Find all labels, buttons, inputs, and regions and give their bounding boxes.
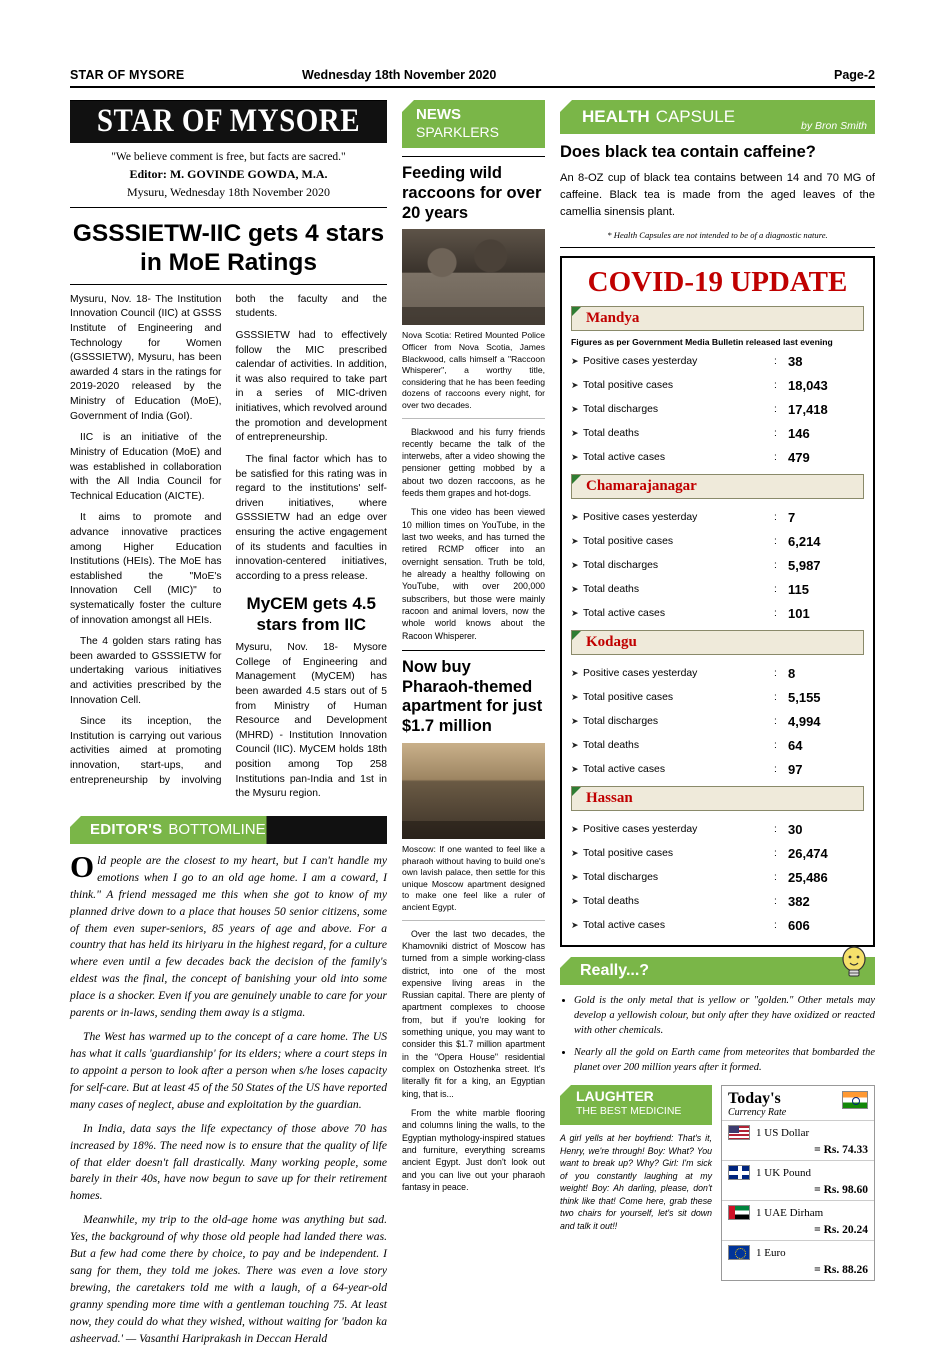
currency-row xyxy=(722,1240,874,1264)
editorial-banner-bold: EDITOR'S xyxy=(90,821,163,839)
covid-row xyxy=(571,450,864,465)
story1-headline: Feeding wild raccoons for over 20 years xyxy=(402,156,545,223)
arrow-icon: ➤ xyxy=(571,764,579,775)
story2-headline: Now buy Pharaoh-themed apartment for just $1.7 million xyxy=(402,650,545,737)
covid-row-value: 18,043 xyxy=(788,378,828,394)
covid-district-name: Kodagu xyxy=(586,634,637,651)
covid-row-label: Total active cases xyxy=(583,764,666,776)
arrow-icon: ➤ xyxy=(571,404,579,415)
header-date: Wednesday 18th November 2020 xyxy=(302,68,497,82)
covid-colon: : xyxy=(774,608,777,620)
editorial-paragraph xyxy=(70,1212,387,1347)
covid-colon: : xyxy=(774,452,777,464)
covid-row xyxy=(571,426,864,441)
photo-shade xyxy=(402,307,545,325)
lead-story-body xyxy=(70,293,387,802)
covid-row xyxy=(571,582,864,597)
masthead-logo-text: STAR OF MYSORE xyxy=(96,103,361,139)
uk-flag-icon xyxy=(728,1165,750,1180)
header-paper-name: STAR OF MYSORE xyxy=(70,68,185,82)
covid-row-value: 97 xyxy=(788,762,803,778)
covid-row-value: 6,214 xyxy=(788,534,821,550)
currency-row xyxy=(722,1120,874,1144)
covid-row-label: Total positive cases xyxy=(583,692,674,704)
editorial-paragraph xyxy=(70,1121,387,1206)
covid-row xyxy=(571,762,864,777)
health-question: Does black tea contain caffeine? xyxy=(560,143,816,161)
currency-name: 1 UK Pound xyxy=(756,1166,812,1179)
editorial-banner-light: BOTTOMLINE xyxy=(168,821,266,839)
laughter-banner-line2: THE BEST MEDICINE xyxy=(576,1104,682,1117)
covid-row-label: Total positive cases xyxy=(583,848,674,860)
arrow-icon: ➤ xyxy=(571,668,579,679)
arrow-icon: ➤ xyxy=(571,608,579,619)
corner-fold-icon xyxy=(572,475,581,484)
laughter-banner xyxy=(560,1085,712,1125)
story1-body xyxy=(402,426,545,642)
covid-row-label: Positive cases yesterday xyxy=(583,824,698,836)
covid-row xyxy=(571,714,864,729)
editorial-paragraph-text: The West has warmed up to the concept of a care home. The US has what it calls 'guardianship' for its elders; where a court steps in to appoint a person to look after a person when s/he loses capacity for self-care. But at least 45 of the 50 States of the US have reported many cases of neglect, abuse and exploitation by the guardian. xyxy=(70,1030,387,1111)
corner-fold-icon xyxy=(70,816,81,827)
covid-update-box xyxy=(560,256,875,947)
covid-district-header xyxy=(571,474,864,499)
covid-row-label: Positive cases yesterday xyxy=(583,356,698,368)
corner-fold-icon xyxy=(560,957,571,968)
sub-story-paragraph: Mysuru, Nov. 18- Mysore College of Engineering and Management (MyCEM) has been awarded 4.5 stars out of 5 from Ministry of Human Resource and Development (MHRD) - Institution Innovation Council (IIC). MyCEM holds 18th position among Top 258 Institutions pan-India and 1st in the Mysuru region. xyxy=(235,642,387,800)
covid-colon: : xyxy=(774,692,777,704)
news-banner-line1: NEWS xyxy=(416,106,461,123)
lead-headline-line1: GSSSIETW-IIC gets 4 stars xyxy=(72,220,385,247)
corner-fold-icon xyxy=(402,100,414,112)
masthead-tagline: "We believe comment is free, but facts are sacred." xyxy=(111,151,346,163)
covid-colon: : xyxy=(774,428,777,440)
arrow-icon: ➤ xyxy=(571,716,579,727)
health-byline: by Bron Smith xyxy=(801,120,867,132)
arrow-icon: ➤ xyxy=(571,560,579,571)
header-page-number: Page-2 xyxy=(833,68,875,82)
editorial-paragraph xyxy=(70,1029,387,1114)
story1-paragraph: This one video has been viewed 10 million times on YouTube, in the last two weeks, and has turned the retired RCMP officer into an overnight sensation. Truth be told, he already a healthy following on YouTube, with over 200,000 subscribers, but those were mainly racoon and animal lovers, now the whole world knows about the Racoon Whisperer. xyxy=(402,507,545,641)
health-capsule-banner xyxy=(560,100,875,134)
lead-paragraph: Mysuru, Nov. 18- The Institution Innovation Council (IIC) at GSSS Institute of Engineering and Technology for Women (GSSSIETW), Mysuru, has been awarded 4 stars in the ratings for 2019-2020 released by the Ministry of Education (MoE), Government of India (GoI). xyxy=(70,293,222,422)
currency-subtitle: Currency Rate xyxy=(728,1107,787,1119)
covid-row xyxy=(571,666,864,681)
editorial-paragraph-text: ld people are the closest to my heart, but I can't handle my emotions when I go to an old age home. I am a coward, I think." A friend messaged me this when she got to know of my planned drive down to a place that houses 50 senior citizens, some of them even super-seniors, 85 years of age and above. For a country that has held its hiriyaru in the highest regard, for a culture where even until a few decades back the decision of the family's eldest was the final, the concept of banishing your old into some place is a shocker. Even if you are genuinely unable to care for your parents or in-laws, sending them away is a stigma. xyxy=(70,853,387,1020)
sub-headline xyxy=(236,594,388,635)
headline-divider xyxy=(70,284,387,285)
story1-caption: Nova Scotia: Retired Mounted Police Officer from Nova Scotia, James Blackwood, calls himself a "Raccoon Whisperer", a worthy title, considering that he has been feeding dozens of raccoons every night, for over two decades. xyxy=(402,330,545,418)
corner-fold-icon xyxy=(572,631,581,640)
covid-colon: : xyxy=(774,824,777,836)
really-banner-label: Really...? xyxy=(580,962,650,980)
editorial-paragraph-text: Meanwhile, my trip to the old-age home was anything but sad. Yes, the background of why those old people had landed there was. But a few had come there by choice, to pay and be independent. I sang for them, they told me jokes. There was even a love story brewing, the caretakers told me with a laugh, of a 64-year-old granny spending more time with a gentleman touching 75. At least now, they could do what they wished, without waiting for 'badon ka asheervad.' — Vasanthi Hariprakash in Deccan Herald xyxy=(70,1213,387,1345)
laughter-banner-line1: LAUGHTER xyxy=(576,1088,654,1105)
masthead-logo xyxy=(70,100,387,143)
really-banner xyxy=(560,957,875,985)
editorial-banner xyxy=(70,816,387,844)
page-header xyxy=(70,68,875,88)
eu-flag-icon xyxy=(728,1245,750,1260)
arrow-icon: ➤ xyxy=(571,896,579,907)
covid-row-label: Total discharges xyxy=(583,560,659,572)
story2-body xyxy=(402,928,545,1194)
editorial-paragraph xyxy=(70,848,387,1022)
health-disclaimer: * Health Capsules are not intended to be of a diagnostic nature. xyxy=(560,230,875,248)
sub-headline-line2: stars from IIC xyxy=(256,614,367,634)
photo-shade xyxy=(402,821,545,839)
arrow-icon: ➤ xyxy=(571,428,579,439)
covid-row-label: Positive cases yesterday xyxy=(583,512,698,524)
covid-row-label: Total discharges xyxy=(583,716,659,728)
covid-district-header xyxy=(571,786,864,811)
currency-name: 1 UAE Dirham xyxy=(756,1206,824,1219)
lead-paragraph: Since its inception, the Institution is carrying out various activities aimed at promoting innovation, start-ups, and entrepreneurship by involving both the faculty and the students. xyxy=(70,293,387,786)
editorial-paragraph-text: In India, data says the life expectancy of those above 70 has increased by 18%. The need now is to ensure that the quality of life of that elder doesn't fall drastically. Many working people, some barely in their 40s, have now begun to save up for their retirement homes. xyxy=(70,1121,387,1203)
covid-row-label: Total active cases xyxy=(583,452,666,464)
currency-value: = Rs. 74.33 xyxy=(814,1144,868,1157)
currency-value: = Rs. 88.26 xyxy=(814,1264,868,1277)
covid-colon: : xyxy=(774,584,777,596)
covid-row-label: Total active cases xyxy=(583,608,666,620)
covid-row-value: 115 xyxy=(788,582,809,598)
health-banner-bold: HEALTH xyxy=(582,107,650,126)
laughter-section xyxy=(560,1085,712,1281)
lead-headline xyxy=(70,220,387,278)
arrow-icon: ➤ xyxy=(571,512,579,523)
news-banner-line2: SPARKLERS xyxy=(416,123,499,140)
currency-value-row xyxy=(722,1184,874,1200)
covid-row-label: Total discharges xyxy=(583,872,659,884)
covid-colon: : xyxy=(774,380,777,392)
us-flag-icon xyxy=(728,1125,750,1140)
covid-row xyxy=(571,378,864,393)
news-sparklers-banner xyxy=(402,100,545,148)
covid-row xyxy=(571,534,864,549)
laughter-joke: A girl yells at her boyfriend: That's it, Henry, we're through! Boy: What? You want to break up? Why? Girl: I'm sick of you constantly laughing at my weight! Boy: Ah darling, please, don't think like that! Come here, grab these two chairs for yourself, let's sit down and talk it out!! xyxy=(560,1133,712,1231)
covid-bulletin-note: Figures as per Government Media Bulletin released last evening xyxy=(571,337,833,348)
lead-paragraph: GSSSIETW had to effectively follow the MIC prescribed calendar of activities. In addition, it was also required to take part in a series of MIC-driven initiatives, which revolved around the promotion and development of entrepreneurship. xyxy=(235,330,387,444)
covid-row-value: 382 xyxy=(788,894,810,910)
covid-row xyxy=(571,354,864,369)
lead-headline-line2: in MoE Ratings xyxy=(140,248,317,276)
sub-headline-line1: MyCEM gets 4.5 xyxy=(246,594,376,614)
arrow-icon: ➤ xyxy=(571,380,579,391)
covid-colon: : xyxy=(774,920,777,932)
covid-title: COVID-19 UPDATE xyxy=(587,266,848,299)
covid-colon: : xyxy=(774,896,777,908)
covid-row xyxy=(571,894,864,909)
covid-colon: : xyxy=(774,740,777,752)
corner-fold-icon xyxy=(560,100,572,112)
currency-row xyxy=(722,1200,874,1224)
covid-colon: : xyxy=(774,764,777,776)
really-fact: • Gold is the only metal that is yellow or "golden." Other metals may develop a yellowish colour, but only after they have oxidized or reacted with other chemicals. xyxy=(574,993,875,1038)
health-banner-light: CAPSULE xyxy=(655,107,736,126)
covid-row-value: 606 xyxy=(788,918,810,934)
arrow-icon: ➤ xyxy=(571,848,579,859)
currency-row xyxy=(722,1160,874,1184)
covid-row-label: Total deaths xyxy=(583,896,640,908)
covid-colon: : xyxy=(774,512,777,524)
currency-value: = Rs. 20.24 xyxy=(814,1224,868,1237)
covid-row-value: 4,994 xyxy=(788,714,821,730)
covid-row-value: 25,486 xyxy=(788,870,828,886)
currency-value-row xyxy=(722,1224,874,1240)
covid-row-value: 30 xyxy=(788,822,803,838)
column-middle xyxy=(402,100,545,1200)
covid-row-label: Total deaths xyxy=(583,740,640,752)
health-answer: An 8-OZ cup of black tea contains between 14 and 70 MG of caffeine. Black tea is made from the aged leaves of the camellia sinensis plant. xyxy=(560,172,875,219)
covid-row-value: 38 xyxy=(788,354,803,370)
arrow-icon: ➤ xyxy=(571,356,579,367)
covid-row-value: 64 xyxy=(788,738,803,754)
raccoon-feeding-photo xyxy=(402,229,545,325)
covid-row-value: 5,155 xyxy=(788,690,821,706)
covid-row xyxy=(571,510,864,525)
story2-caption: Moscow: If one wanted to feel like a pharaoh without having to build one's own lavish palace, then settle for this unique Moscow apartment designed to make one feel like a ruler of ancient Egypt. xyxy=(402,844,545,921)
bottom-section xyxy=(560,1085,875,1281)
covid-row-label: Total positive cases xyxy=(583,380,674,392)
currency-header xyxy=(722,1086,874,1120)
arrow-icon: ➤ xyxy=(571,452,579,463)
covid-row xyxy=(571,690,864,705)
masthead-divider xyxy=(70,207,387,208)
covid-row xyxy=(571,870,864,885)
covid-colon: : xyxy=(774,536,777,548)
covid-district-header xyxy=(571,306,864,331)
covid-colon: : xyxy=(774,872,777,884)
covid-colon: : xyxy=(774,848,777,860)
covid-row-value: 17,418 xyxy=(788,402,828,418)
masthead-place-date: Mysuru, Wednesday 18th November 2020 xyxy=(126,185,331,199)
covid-row-label: Total active cases xyxy=(583,920,666,932)
arrow-icon: ➤ xyxy=(571,920,579,931)
arrow-icon: ➤ xyxy=(571,872,579,883)
column-right xyxy=(560,100,875,1281)
currency-title: Today's xyxy=(728,1090,781,1108)
currency-value-row xyxy=(722,1264,874,1280)
lead-paragraph: IIC is an initiative of the Ministry of Education (MoE) and was established in collaboration with the All India Council for Technical Education (AICTE). xyxy=(70,432,222,502)
covid-row-label: Total deaths xyxy=(583,584,640,596)
covid-row xyxy=(571,738,864,753)
really-fact: • Nearly all the gold on Earth came from meteorites that bombarded the planet over 200 million years after it formed. xyxy=(574,1045,875,1075)
covid-row-label: Total discharges xyxy=(583,404,659,416)
corner-fold-icon xyxy=(572,787,581,796)
covid-row-label: Total deaths xyxy=(583,428,640,440)
currency-rows xyxy=(722,1120,874,1280)
covid-row xyxy=(571,846,864,861)
currency-value-row xyxy=(722,1144,874,1160)
egyptian-apartment-photo xyxy=(402,743,545,839)
covid-row xyxy=(571,558,864,573)
covid-colon: : xyxy=(774,356,777,368)
lead-paragraph: The final factor which has to be satisfied for this rating was in regard to the institutions' self-driven initiatives, where GSSSIETW had an edge over ensuring the active engagement of its students and faculties in innovation-centered initiatives, according to a press release. xyxy=(235,453,387,582)
story2-paragraph: Over the last two decades, the Khamovniki district of Moscow has turned from a simple working-class district, into one of the most expensive living areas in the Russian capital. There are plenty of apartment complexes to choose from, but if you're looking for something unique, you may want to consider this $1.7 million apartment in the "Opera House" residential complex on Ostozhenka street. It's literally fit for a king, an Egyptian king, that is... xyxy=(402,928,545,1099)
covid-row xyxy=(571,822,864,837)
editorial-body xyxy=(70,848,387,1348)
covid-colon: : xyxy=(774,404,777,416)
covid-row-value: 5,987 xyxy=(788,558,821,574)
currency-name: 1 Euro xyxy=(756,1246,786,1259)
covid-row-value: 146 xyxy=(788,426,810,442)
arrow-icon: ➤ xyxy=(571,692,579,703)
covid-row-value: 479 xyxy=(788,450,810,466)
covid-row-label: Positive cases yesterday xyxy=(583,668,698,680)
corner-fold-icon xyxy=(572,307,581,316)
corner-fold-icon xyxy=(560,1085,571,1096)
covid-row xyxy=(571,918,864,933)
covid-district-header xyxy=(571,630,864,655)
covid-district-name: Hassan xyxy=(586,790,633,807)
covid-district-name: Mandya xyxy=(586,310,640,327)
arrow-icon: ➤ xyxy=(571,536,579,547)
covid-row-value: 26,474 xyxy=(788,846,828,862)
editorial-dropcap: O xyxy=(70,848,95,884)
covid-row xyxy=(571,402,864,417)
arrow-icon: ➤ xyxy=(571,824,579,835)
covid-row-label: Total positive cases xyxy=(583,536,674,548)
ae-flag-icon xyxy=(728,1205,750,1220)
lead-paragraph: It aims to promote and advance innovative practices among Higher Education Institutions (HEIs). The MoE has established the "MoE's Innovation Cell (MIC)" to systematically foster the culture of innovation amongst all HEIs. xyxy=(70,512,222,626)
currency-box xyxy=(721,1085,875,1281)
arrow-icon: ➤ xyxy=(571,584,579,595)
covid-colon: : xyxy=(774,716,777,728)
lightbulb-icon xyxy=(839,945,869,981)
currency-value: = Rs. 98.60 xyxy=(814,1184,868,1197)
currency-name: 1 US Dollar xyxy=(756,1126,810,1139)
covid-row-value: 101 xyxy=(788,606,810,622)
lead-paragraph: The 4 golden stars rating has been awarded to GSSSIETW for undertaking various initiatives and activities prescribed by the Innovation Cell. xyxy=(70,636,222,706)
covid-row xyxy=(571,606,864,621)
covid-district-name: Chamarajanagar xyxy=(586,478,697,495)
covid-colon: : xyxy=(774,560,777,572)
story1-paragraph: Blackwood and his furry friends recently became the talk of the interwebs, after a video showing the pensioner getting mobbed by a about two dozen raccoons, as he feeds them grapes and hot-dogs. xyxy=(402,426,545,499)
covid-colon: : xyxy=(774,668,777,680)
arrow-icon: ➤ xyxy=(571,740,579,751)
covid-row-value: 7 xyxy=(788,510,796,526)
india-flag-icon xyxy=(842,1091,868,1109)
column-left xyxy=(70,100,387,1355)
covid-row-value: 8 xyxy=(788,666,796,682)
really-facts xyxy=(560,993,875,1075)
story2-paragraph: From the white marble flooring and columns lining the walls, to the Egyptian mythology-inspired statues and furniture, everything screams ancient Egypt. Just don't look out and you can live out your pharaoh fantasy in peace. xyxy=(402,1107,545,1192)
masthead-editor: Editor: M. GOVINDE GOWDA, M.A. xyxy=(129,167,328,181)
